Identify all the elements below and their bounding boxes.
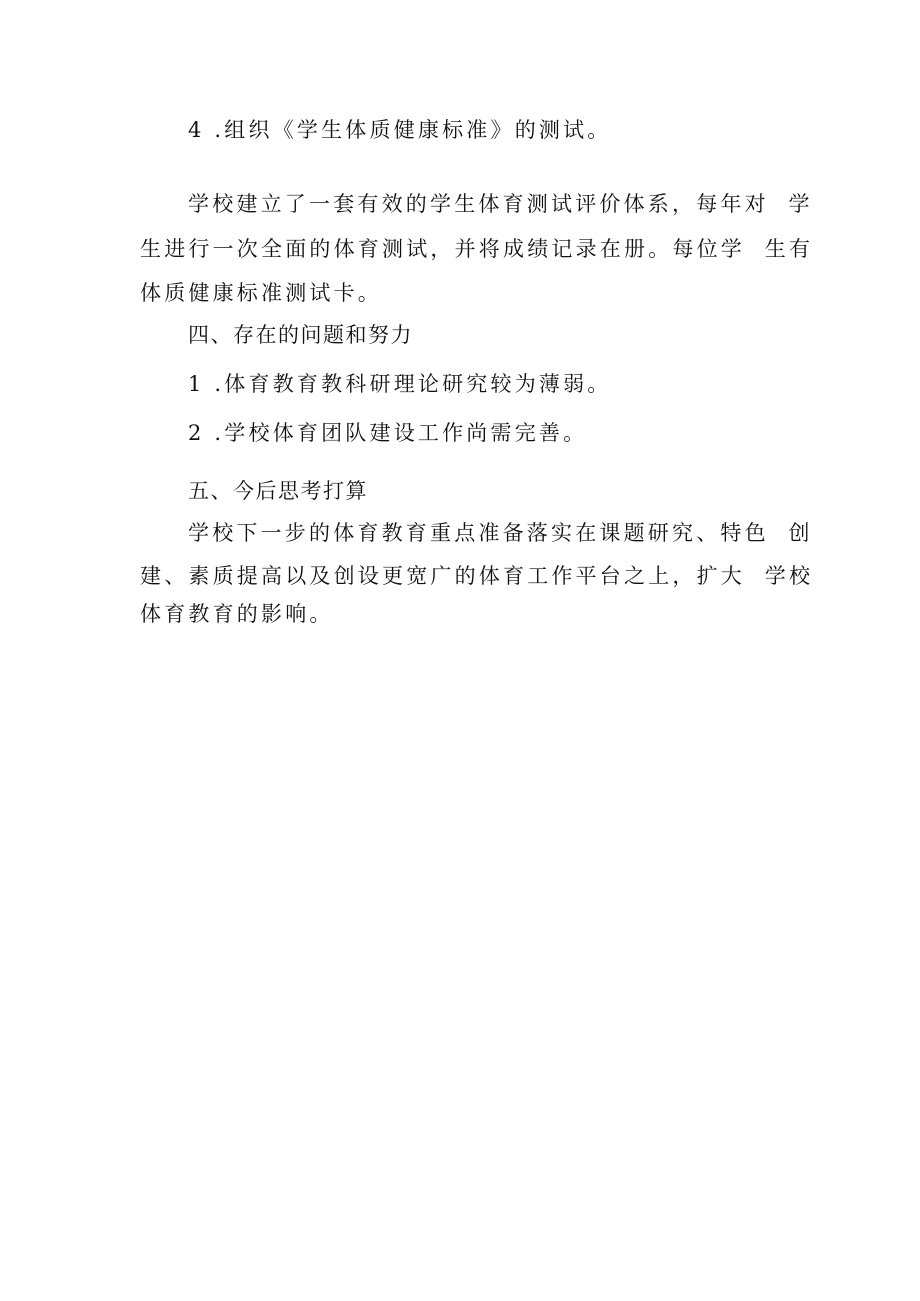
paragraph-line: 学校下一步的体育教育重点准备落实在课题研究、特色 创 — [188, 521, 813, 545]
paragraph-line: 体质健康标准测试卡。 — [140, 281, 382, 305]
paragraph-line: 学校建立了一套有效的学生体育测试评价体系，每年对 学 — [188, 192, 813, 216]
list-item-4: 4 .组织《学生体质健康标准》的测试。 — [188, 118, 612, 142]
section-heading: 五、今后思考打算 — [188, 479, 368, 503]
list-item: 1 .体育教育教科研理论研究较为薄弱。 — [188, 372, 612, 396]
list-item: 2 .学校体育团队建设工作尚需完善。 — [188, 421, 588, 445]
paragraph-line: 建、素质提高以及创设更宽广的体育工作平台之上，扩大 学校 — [140, 564, 814, 588]
section-heading: 四、存在的问题和努力 — [188, 323, 413, 347]
paragraph-line: 体育教育的影响。 — [140, 602, 334, 626]
paragraph-line: 生进行一次全面的体育测试，并将成绩记录在册。每位学 生有 — [140, 237, 814, 261]
